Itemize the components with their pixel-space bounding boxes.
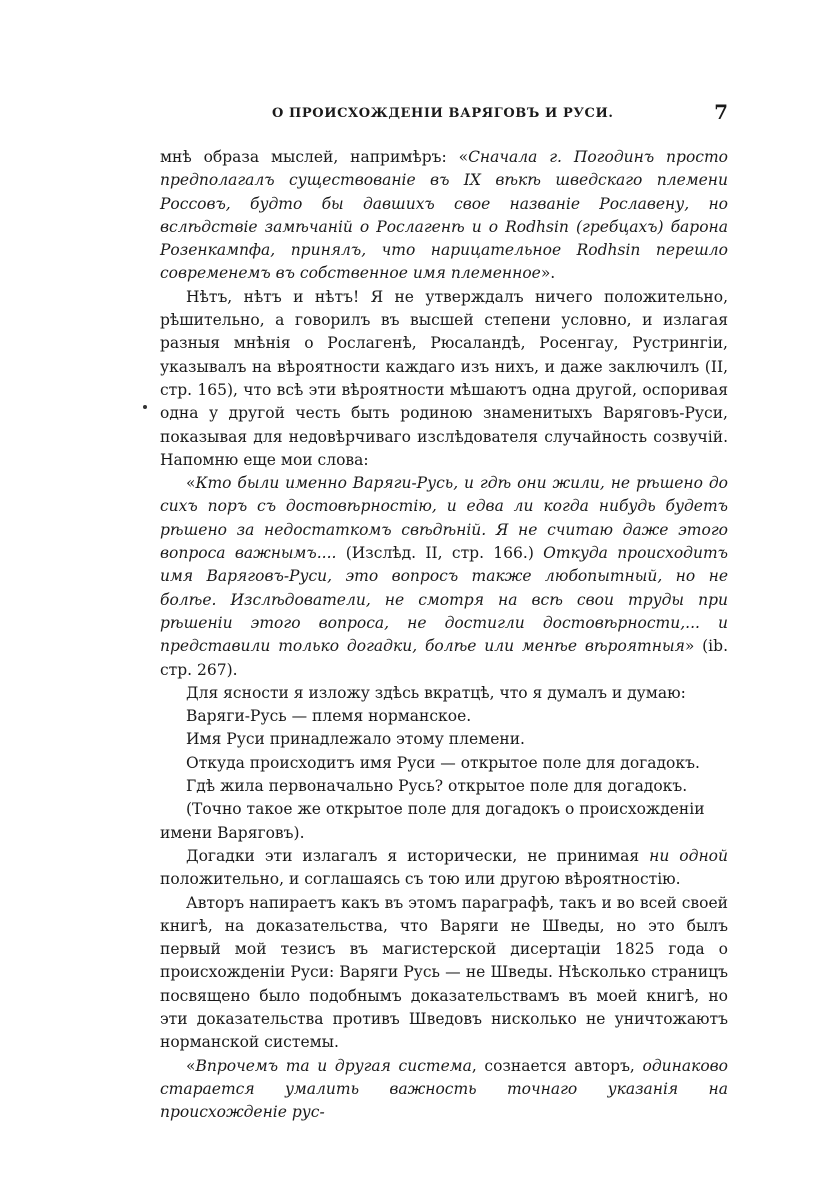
paragraph bbox=[160, 1055, 728, 1125]
text-run: Имя Руси принадлежало этому племени. bbox=[186, 730, 525, 749]
text-run: » (ib. стр. 267). bbox=[160, 637, 728, 679]
text-run: Откуда происходитъ имя Руси — открытое поле для догадокъ. bbox=[186, 753, 700, 772]
italic-text: Кто были именно Варяги-Русь, и гдѣ они жили, не рѣшено до сихъ поръ съ достовѣрностію, и едва ли когда нибудь будетъ рѣшено за недостаткомъ свѣдѣній. Я не считаю даже этого вопроса важнымъ.... bbox=[160, 474, 728, 563]
text-run: « bbox=[186, 1056, 196, 1075]
text-run: « bbox=[186, 474, 196, 493]
text-run: Авторъ напираетъ какъ въ этомъ параграфѣ, такъ и во всей своей книгѣ, на доказательства, что Варяги не Шведы, но это былъ первый мой тезисъ въ магистерской дисертаціи 1825 года о происхожденіи Руси: Варяги Русь — не Шведы. Нѣсколько страницъ посвящено было подобнымъ доказательствамъ въ моей книгѣ, но эти доказательства противъ Шведовъ нисколько не уничтожаютъ норманской системы. bbox=[160, 893, 728, 1052]
paragraph bbox=[160, 472, 728, 682]
body-text bbox=[160, 146, 728, 1124]
margin-mark bbox=[143, 405, 147, 409]
italic-text: ни одной bbox=[649, 846, 728, 865]
text-run: положительно, и соглашаясь съ тою или другою вѣроятностію. bbox=[160, 870, 681, 889]
paragraph bbox=[160, 798, 728, 845]
text-run: Нѣтъ, нѣтъ и нѣтъ! Я не утверждалъ ничего положительно, рѣшительно, а говорилъ въ высшей степени условно, и излагая разныя мнѣнія о Рослагенѣ, Рюсаландѣ, Росенгау, Рустрингіи, указывалъ на вѣроятности каждаго изъ нихъ, и даже заключилъ (II, стр. 165), что всѣ эти вѣроятности мѣшаютъ одна другой, оспоривая одна у другой честь быть родиною знаменитыхъ Варяговъ-Руси, показывая для недовѣрчиваго изслѣдователя случайность созвучій. Напомню еще мои слова: bbox=[160, 287, 728, 469]
paragraph bbox=[160, 752, 728, 775]
italic-text: Откуда происходитъ имя Варяговъ-Руси, это вопросъ также любопытный, но не болѣе. Изслѣдователи, не смотря на всѣ свои труды при рѣшеніи этого вопроса, не достигли достовѣрности,... и представили только догадки, болѣе или менѣе вѣроятныя bbox=[160, 544, 729, 656]
page-number: 7 bbox=[714, 100, 728, 124]
text-run: Догадки эти излагалъ я исторически, не принимая bbox=[186, 846, 650, 865]
text-run: Для ясности я изложу здѣсь вкратцѣ, что я думалъ и думаю: bbox=[186, 683, 686, 702]
italic-text: Сначала г. Погодинъ просто предполагалъ существованіе въ IX вѣкѣ шведскаго племени Россовъ, будто бы давшихъ свое названіе Рославену, но вслѣдствіе замѣчаній о Рослагенѣ и о Rodhsin (гребцахъ) барона Розенкампфа, принялъ, что нарицательное Rodhsin перешло современемъ въ собственное имя племенное bbox=[160, 148, 728, 283]
text-run: ». bbox=[540, 264, 556, 283]
paragraph bbox=[160, 775, 728, 798]
running-title: О ПРОИСХОЖДЕНІИ ВАРЯГОВЪ И РУСИ. bbox=[272, 106, 614, 121]
paragraph bbox=[160, 682, 728, 705]
text-run: (Точно такое же открытое поле для догадокъ о происхожденіи имени Варяговъ). bbox=[160, 800, 705, 842]
text-run: , сознается авторъ, bbox=[471, 1056, 643, 1075]
paragraph bbox=[160, 892, 728, 1055]
paragraph bbox=[160, 286, 728, 472]
italic-text: Впрочемъ та и другая система bbox=[195, 1056, 472, 1075]
italic-text: одинаково старается умалить важность точнаго указанія на происхожденіе рус- bbox=[160, 1056, 729, 1122]
paragraph bbox=[160, 705, 728, 728]
text-run: мнѣ образа мыслей, напримѣръ: « bbox=[160, 148, 469, 166]
page-header bbox=[160, 100, 730, 130]
paragraph bbox=[160, 845, 728, 892]
text-run: Гдѣ жила первоначально Русь? открытое поле для догадокъ. bbox=[186, 777, 688, 796]
paragraph bbox=[160, 728, 728, 751]
text-run: Варяги-Русь — племя норманское. bbox=[186, 707, 472, 726]
text-run: (Изслѣд. II, стр. 166.) bbox=[336, 544, 544, 563]
paragraph bbox=[160, 146, 728, 286]
